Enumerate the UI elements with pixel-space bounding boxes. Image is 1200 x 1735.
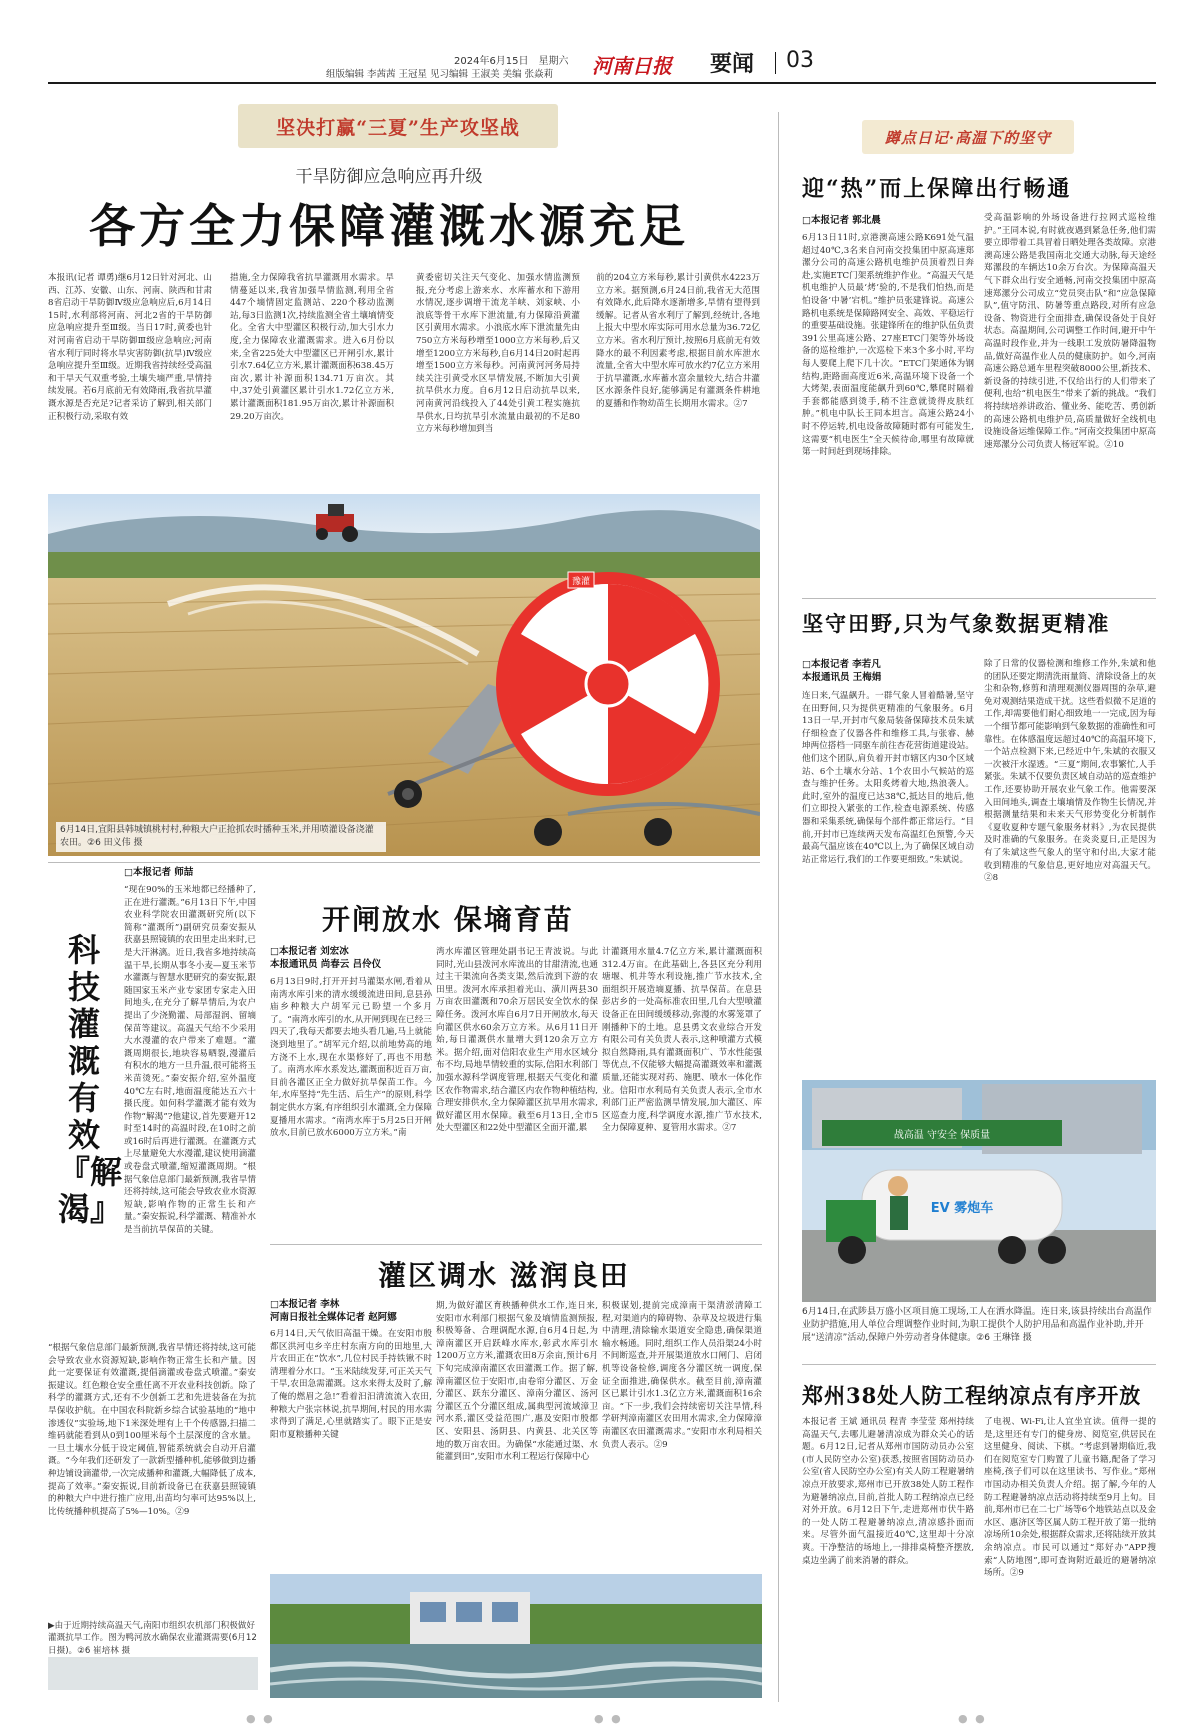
article3-column-2: 了电视、Wi-Fi,让人宜坐宜读。值得一提的是,这里还有专门的健身房、阅览室,供居民在这里健身、阅读、下棋。“考虑到暑期临近,我们在阅览室专门购置了儿童书籍,配备了学习座椅,孩子们可以在这里读书、写作业。”郑州市国动办相关负责人介绍。据了解,今年的人防工程避暑纳凉点活动将持续至9月上旬。目前,郑州市已在二七广场等6个地铁站点以及金水区、惠济区等区属人防工程开放了第一批纳凉场所10余处,根据群众需求,还将陆续开放其余纳凉点。市民可以通过“郑好办”APP搜索“人防地图”,即可查询附近最近的避暑纳凉场所。②9: [984, 1417, 1156, 1579]
article3-column-1: 本报记者 王斌 通讯员 程青 李莹莹 郑州持续高温天气,去哪儿避暑清凉成为群众关心的话题。6月12日,记者从郑州市国防动员办公室(市人民防空办公室)获悉,按照省国防动员办公室(省人民防空办公室)有关人防工程避暑纳凉点开放要求,郑州市已开放38处人防工程作为避暑纳凉点,目前,首批人防工程纳凉点已经对外开放。6月12日下午,走进郑州市伏牛路的一处人防工程避暑纳凉点,清凉感扑面而来。尽管外面气温接近40℃,这里却十分凉爽。干净整洁的场地上,一排排桌椅整齐摆放,桌边坐满了前来消暑的群众。: [802, 1417, 974, 1566]
page-dots-center: ● ●: [594, 1712, 623, 1725]
right-section-rule-2: [802, 1364, 1156, 1365]
section-rule: [48, 862, 760, 863]
article2-title: 坚守田野,只为气象数据更精准: [802, 611, 1111, 636]
watering-truck-caption: 6月14日,在武陟县万盛小区项目施工现场,工人在洒水降温。连日来,该县持续出台高温作业防护措施,用人单位合理调整作业时间,为职工提供个人防护用品和高温作业补助,并开展“送清凉”活动,保障户外劳动者身体健康。②6 王琳锋 摄: [802, 1307, 1152, 1343]
kaizha-column-1: 6月13日9时,打开开封马灌渠水闸,看着从南湾水库引来的清水缓缓流进田间,息县孙庙乡种粮大户胡军元已盼望一个多月了。“南湾水库引的水,从开闸到现在已经三四天了,我每天都要去地头看几遍,马上就能浇到地里了。”胡军元介绍,以前地势高的地方浇不上水,现在水渠修好了,再也不用愁了。南湾水库水系发达,灌溉面积近百万亩,目前各灌区正全力做好抗旱保苗工作。今年,水库坚持“先生活、后生产”的原则,科学制定供水方案,有序组织引水灌溉,全力保障夏播用水需求。“南湾水库于5月25日开闸放水,目前已放水6000万立方米。”南: [270, 977, 432, 1139]
article1-byline: □本报记者 郭北晨: [802, 215, 881, 226]
truck-label-text: EV 雾炮车: [930, 1201, 994, 1216]
nanyang-photo-caption: ▶由于近期持续高温天气,南阳市组织农机部门积极做好灌溉抗旱工作。图为鸭河放水确保农业灌溉需要(6月12日摄)。②6 崔培林 摄: [48, 1621, 257, 1656]
section-name: 要闻: [710, 52, 755, 77]
masthead: [48, 44, 1156, 84]
article1-title: 迎“热”而上保障出行畅通: [802, 176, 1072, 202]
masthead-divider: [775, 52, 776, 74]
kaizha-column-3: 计灌溉用水量4.7亿立方米,累计灌溉面积312.4万亩。在此基础上,各县区充分利用塘堰、机井等水利设施,推广节水技术,全面组织开展造墒夏播、抗旱保苗。在息县彭店乡的一处高标准农田里,几台大型喷灌设备正在田间缓缓移动,弥漫的水雾笼罩了刚播种下的土地。息县勇文农业综合开发有限公司有关负责人表示,这种喷灌方式模拟自然降雨,具有灌溉面积广、节水性能强等优点,不仅能够大幅提高灌溉效率和灌溉质量,还能实现对药、施肥、喷水一体化作业。信阳市水利局有关负责人表示,全市水利部门正严密监测旱情发展,加大灌区、库区巡查力度,科学调度水源,推广节水技术,全力保障夏种、夏管用水需求。②7: [602, 947, 762, 1134]
watering-truck-photo: [802, 1080, 1156, 1302]
article2-column-1: 连日来,气温飙升。一群气象人冒着酷暑,坚守在田野间,只为提供更精准的气象服务。6月13日一早,开封市气象局装备保障技术员朱斌仔细检查了仪器各件和维修工具,与张睿、赫坤两位搭档一同驱车前往杏花营街道建设站。他们这个团队,肩负着开封市辖区内30个区域站、6个土壤水分站、1个农田小气候站的巡查与维护任务。太阳炙烤着大地,热浪袭人。此时,室外的温度已达38℃,抵达目的地后,他们立即投入紧张的工作,检查电源系统、传感器和采集系统,确保每个部件都正常运行。“目前,开封市已连续两天发布高温红色预警,今天最高气温应该在40℃以上,为了确保区域自动站正常运行,我们的工作要更细致。”朱斌说。: [802, 691, 974, 865]
guanqu-title: 灌区调水 滋润良田: [378, 1259, 630, 1292]
column-tag: 蹲点日记·高温下的坚守: [862, 120, 1074, 154]
article3-title: 郑州38处人防工程纳凉点有序开放: [802, 1383, 1142, 1408]
main-article-column-4: 前的204立方米每秒,累计引黄供水4223万立方米。据预测,6月24日前,我省无大范围有效降水,此后降水逐渐增多,旱情有望得到缓解。记者从省水利厅了解到,经统计,各地上报大中型水库实际可用水总量为36.72亿立方米。省水利厅预计,按照6月底前无有效降水的最不利因素考虑,根据目前水库泄水流量,全省大中型水库可放水约7亿立方米用于抗旱灌溉,水库蓄水富余量较大,结合井灌区水源条件良好,能够满足有灌溉条件耕地的夏播和作物幼苗生长期用水需求。②7: [596, 273, 760, 409]
main-headline: 各方全力保障灌溉水源充足: [89, 199, 689, 253]
page-dots-left: ● ●: [246, 1712, 275, 1725]
main-article-column-1: 本报讯(记者 谭勇)继6月12日针对河北、山西、江苏、安徽、山东、河南、陕西和甘肃8省启动干旱防御Ⅳ级应急响应后,6月14日15时,水利部将河南、河北2省的干旱防御应急响应提升至Ⅲ级。当日17时,黄委也针对河南省启动干旱防御Ⅲ级应急响应;河南省水利厅同时将水旱灾害防御(抗旱)Ⅳ级应急响应提升至Ⅲ级。近期我省持续经受高温和干旱天气双重考验,土壤失墒严重,旱情持续发展。若6月底前无有效降雨,我省抗旱灌溉水源是否充足?记者采访了解到,相关部门正积极行动,采取有效: [48, 273, 212, 422]
kaizha-title: 开闸放水 保墒育苗: [322, 903, 574, 936]
main-photo-irrigation: [48, 494, 760, 856]
guanqu-column-2: 期,为做好灌区育秧播种供水工作,连日来,安阳市水利部门根据气象及墒情监测预报,积极筹备、合理调配水源,自6月4日起,为漳南灌区开启跃峰水库水,彰武水库引水1200万立方米,灌溉农田8万余亩,预计6月下旬完成漳南灌区农田灌溉工作。据了解,漳南灌区位于安阳市,由卷帘分灌区、万金分灌区、跃东分灌区、漳南分灌区、汤河分灌区五个分灌区组成,属典型河流域漳卫河水系,灌区受益范围广,惠及安阳市殷都区、安阳县、汤阴县、内黄县、北关区等地的数万亩农田。为确保“水能通过渠、水能灌到田”,安阳市水利工程运行保障中心: [436, 1301, 598, 1463]
section-rule-2: [270, 1244, 762, 1245]
article2-column-2: 除了日常的仪器检测和维修工作外,朱斌和他的团队还要定期清洗雨量筒、清除设备上的灰尘和杂物,修剪和清理观测仪器周围的杂草,避免对观测结果造成干扰。这些看似微不足道的工作,却需要他们耐心细致地一一完成,因为每一个细节都可能影响到气象数据的准确性和可靠性。在体感温度远超过40℃的高温环境下,一个站点检测下来,已经近中午,朱斌的衣服又一次被汗水湿透。“三夏”期间,农事繁忙,人手紧张。朱斌不仅要负责区域自动站的巡查维护工作,还要协助开展农业气象工作。他需要深入田间地头,调查土壤墒情及作物生长情况,并根据测量结果和未来天气形势变化分析制作《夏收夏种专题气象服务材料》,为农民提供及时准确的气象服务。在炎炎夏日,正是因为有了朱斌这些气象人的坚守和付出,大家才能收到精准的气象信息,更好地应对高温天气。②8: [984, 659, 1156, 884]
safety-banner-text: 战高温 守安全 保质量: [893, 1130, 991, 1141]
article1-column-1: 6月13日11时,京港澳高速公路K691处气温超过40℃,3名来自河南交投集团中原高速郑漯分公司的高速公路机电维护员顶着烈日奔赴,实施ETC门架系统维护作业。“高温天气是机电维护人员最‘烤’验的,不是我们怕热,而是怕设备‘中暑’宕机。”维护员张建锋说。高速公路机电系统是保障路网安全、高效、平稳运行的重要基础设施。张建锋所在的维护队伍负责391公里高速公路、27座ETC门架等外场设备的巡检维护,一次巡检下来3个多小时,平均每人要爬上爬下几十次。“ETC门架通体为钢结构,距路面高度近6米,高温环境下设备一个大烤架,表面温度能飙升到60℃,攀爬时隔着手套都能感到烫手,稍不注意就烫得皮肤红肿。”机电中队长王同本坦言。高速公路24小时不停运转,机电设备故障随时都有可能发生,这需要“机电医生”全天候待命,哪里有故障就第一时间赶到现场排除。: [802, 233, 974, 458]
keji-byline: □本报记者 师喆: [124, 867, 194, 878]
column-divider: [778, 112, 779, 1702]
guanqu-column-1: 6月14日,天气依旧高温干燥。在安阳市殷都区洪河屯乡辛庄村东南方向的田地里,大片农田正在“饮水”,几位村民手持铁锹不时清理着分水口。“玉米陆续发芽,可正关天气干旱,农田急需灌溉。这水来得太及时了,解了俺的燃眉之急!”看着汩汩清流流入农田,种粮大户张宗林说,抗旱期间,村民的用水需求得到了满足,心里就踏实了。眼下正是安阳市夏粮播种关键: [270, 1329, 432, 1440]
article1-column-2: 受高温影响的外场设备进行拉网式巡检维护。”王同本说,有时就夜遇到紧急任务,他们需要立即带着工具冒着日晒处理各类故障。京港澳高速公路是我国南北交通大动脉,每天途经郑漯段的车辆达10余万台次。为保障高温天气下群众出行安全通畅,河南交投集团中原高速郑漯分公司成立“党员突击队”和“应急保障队”,值守防汛、防暑等重点路段,对所有应急设备、物资进行全面排查,确保设备处于良好状态。高温期间,公司调整工作时间,避开中午高温时段作业,并为一线职工发放防暑降温物品,做好高温作业人员的健康防护。如今,河南高速公路总通车里程突破8000公里,新技术、新设备的持续引进,不仅给出行的人们带来了便利,也给“机电医生”带来了新的挑战。“我们将持续培养讲政治、懂业务、能吃苦、勇创新的高速公路机电维护员,高质量做好全线机电设施设备运维保障工作。”河南交投集团中原高速郑漯分公司负责人杨冠军说。②10: [984, 213, 1156, 450]
guanqu-column-3: 积极谋划,提前完成漳南干渠清淤清障工程,对渠道内的障碍物、杂草及垃圾进行集中清理,清除输水渠道安全隐患,确保渠道输水畅通。同时,组织工作人员沿渠24小时不间断巡查,并开展渠道放水口闸门、启闭机等设备检修,调度各分灌区统一调度,保证全面推进,确保供水。截至目前,漳南灌区已累计引水1.3亿立方米,灌溉面积16余亩。“下一步,我们会持续密切关注旱情,科学研判漳南灌区农田用水需求,全力保障漳南灌区农田灌溉需求。”安阳市水利局相关负责人表示。②9: [602, 1301, 762, 1450]
guanqu-byline: □本报记者 李林 河南日报社全媒体记者 赵阿娜: [270, 1299, 397, 1323]
kaizha-byline: □本报记者 刘宏冰 本报通讯员 尚春云 吕伶仪: [270, 946, 382, 970]
editor-credits: 组版编辑 李茜茜 王冠星 见习编辑 王淑美 美编 张焱莉: [326, 69, 554, 80]
sluice-photo: [270, 1574, 762, 1698]
main-article-column-3: 黄委密切关注天气变化、加强水情监测预报,充分考虑上游来水、水库蓄水和下游用水情况,逐步调增干流龙羊峡、刘家峡、小浪底等骨干水库下泄流量,有力保障沿黄灌区引黄用水需求。小浪底水库下泄流量先由750立方米每秒增至1000立方米每秒,后又增至1200立方米每秒,自6月14日20时起再增至1500立方米每秒。河南黄河河务局持续关注引黄受水区旱情发展,不断加大引黄抗旱供水力度。自6月12日启动抗旱以来,河南黄河沿线投入了44处引黄工程实施抗旱供水,日均抗旱引水流量由最初的不足80立方米每秒增加到当: [416, 273, 580, 435]
main-photo-caption: 6月14日,宜阳县韩城镇桃村村,种粮大户正抢抓农时播种玉米,并用喷灌设备浇灌农田。②6 田义伟 摄: [56, 822, 386, 852]
keji-column-continuation: “根据气象信息部门最新预测,我省旱情还将持续,这可能会导致农业水资源短缺,影响作物正常生长和产量。因此一定要保证有效灌溉,提倡滴灌或卷盘式喷灌。”秦安振建议。红色粮仓安全重任离不开农业科技创新。除了科学的灌溉方式,还有不少创新工艺和先进装备在为抗旱保收护航。在中国农科院新乡综合试验基地的“地中渗透仪”实验场,地下1米深处埋有上千个传感器,扫描二维码就能看到从0到100厘米每个土层深度的含水量。一旦土壤水分低于设定阈值,智能系统就会自动开启灌溉。“今年我们还研发了一款新型播种机,能够做到边播种边铺设滴灌带,一次完成播种和灌溉,大幅降低了成本,提高了效率。”秦安振说,目前新设备已在获嘉县照镜镇的种粮大户中进行推广应用,出苗均匀率可达95%以上,比传统播种机提高了5%—10%。②9: [48, 1343, 256, 1517]
keji-vertical-title: 科技灌溉 有效『解渴』: [58, 931, 123, 1228]
main-kicker: 干旱防御应急响应再升级: [295, 167, 483, 187]
kaizha-column-2: 湾水库灌区管理处副书记王青波说。与此同时,光山县泼河水库流出的甘甜清流,也通过主干渠流向各类支渠,然后流到下游的农田里。泼河水库承担着光山、潢川两县30万亩农田灌溉和70余万居民安全饮水的保障任务。泼河水库自6月7日开闸放水,每天向灌区供水60余万立方米。从6月11日开始,每日灌溉供水量增大到120余万立方米。据介绍,面对信阳农业生产用水区域分布不均,局地旱情较重的实际,信阳水利部门加强水源科学调度管理,根据天气变化和灌区农作物需求,结合灌区内农作物种植结构,合理安排供水,全力保障灌区抗旱用水需求,做好灌区用水保障。截至6月13日,全市5处大型灌区和22处中型灌区全面开灌,累: [436, 947, 598, 1134]
right-section-rule-1: [802, 598, 1156, 599]
main-photo-art: [48, 494, 760, 856]
campaign-banner: 坚决打赢“三夏”生产攻坚战: [238, 104, 558, 148]
keji-column-text: “现在90%的玉米地都已经播种了,正在进行灌溉。”6月13日下午,中国农业科学院农田灌溉研究所(以下简称“灌溉所”)副研究员秦安振从获嘉县照镜镇的农田里走出来时,已是大汗淋漓。近日,我省多地持续高温干旱,长期从事冬小麦—夏玉米节水灌溉与智慧水肥研究的秦安振,跟随国家玉米产业专家团专家走入田间地头,在充分了解旱情后,为农户提出了少浇勤灌、局部湿润、留墒保苗等建议。高温天气给不少采用大水漫灌的农户带来了难题。“灌溉周期很长,地块容易晒裂,漫灌后有积水的地方一旦升温,很可能将玉米苗烫死。”秦安振介绍,室外温度40℃左右时,地面温度能达五六十摄氏度。如何科学灌溉才能有效为作物“解渴”?他建议,首先要避开12时至14时的高温时段,在10时之前或16时后再进行灌溉。在灌溉方式上尽量避免大水漫灌,建议使用滴灌或卷盘式喷灌,缩短灌溉周期。“根据气象信息部门最新预测,我省旱情还将持续,这可能会导致农业水资源短缺,影响作物的正常生长和产量。”秦安振说,科学灌溉、精准补水是当前抗旱保苗的关键。: [124, 885, 256, 1236]
article2-byline: □本报记者 李若凡 本报通讯员 王梅娟: [802, 659, 882, 683]
page-number: 03: [786, 48, 814, 73]
main-article-column-2: 措施,全力保障我省抗旱灌溉用水需求。旱情蔓延以来,我省加强旱情监测,利用全省447个墒情固定监测站、220个移动监测站,每3日监测1次,持续监测全省土壤墒情变化。全省大中型灌区积极行动,加大引水力度,全力保障农业灌溉需求。进入6月份以来,全省225处大中型灌区已开闸引水,累计引水7.64亿立方米,累计灌溉面积638.45万亩次,累计补源面积134.71万亩次。其中,37处引黄灌区累计引水1.72亿立方米,累计灌溉面积181.95万亩次,累计补源面积29.20万亩次。: [230, 273, 394, 422]
page-dots-right: ● ●: [958, 1712, 987, 1725]
issue-date: 2024年6月15日 星期六: [454, 56, 569, 67]
reel-brand-label: 豫灌: [571, 577, 591, 587]
sluice-photo-art: [270, 1574, 762, 1698]
watering-truck-art: [802, 1080, 1156, 1302]
newspaper-logo: 河南日报: [592, 54, 672, 78]
